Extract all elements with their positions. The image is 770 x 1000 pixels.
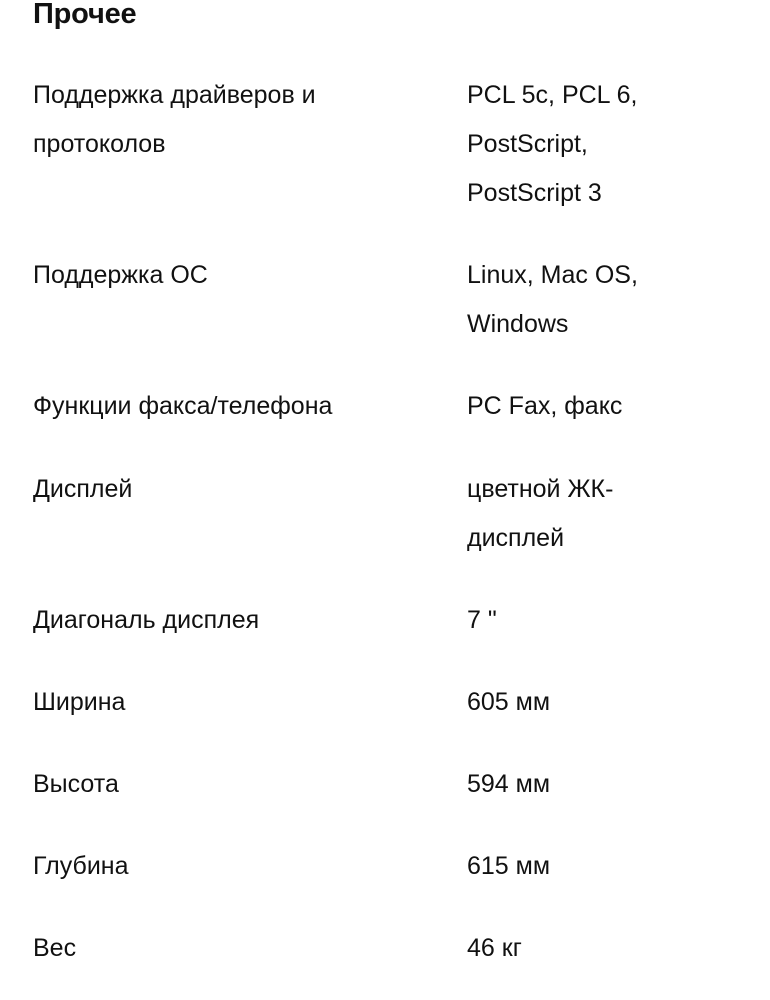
spec-label: Высота: [33, 770, 119, 798]
spec-value: 594 мм: [467, 770, 551, 798]
spec-value: 7 ": [467, 606, 497, 634]
spec-label: Поддержка ОС: [33, 261, 208, 289]
spec-value: 605 мм: [467, 688, 551, 716]
spec-label: Ширина: [33, 688, 126, 716]
spec-label: Вес: [33, 934, 77, 962]
spec-value: PCL 5c, PCL 6, PostScript, PostScript 3: [467, 81, 638, 207]
spec-label: Поддержка драйверов и протоколов: [33, 81, 316, 158]
spec-label: Глубина: [33, 852, 129, 880]
spec-label: Дисплей: [33, 475, 133, 503]
spec-label: Диагональ дисплея: [33, 606, 260, 634]
spec-value: 46 кг: [467, 934, 522, 962]
spec-value: Linux, Mac OS, Windows: [467, 261, 638, 338]
section-title: Прочее: [33, 0, 137, 30]
spec-value: цветной ЖК- дисплей: [467, 475, 614, 552]
spec-value: 615 мм: [467, 852, 551, 880]
spec-label: Функции факса/телефона: [33, 392, 333, 420]
spec-value: PC Fax, факс: [467, 392, 623, 420]
